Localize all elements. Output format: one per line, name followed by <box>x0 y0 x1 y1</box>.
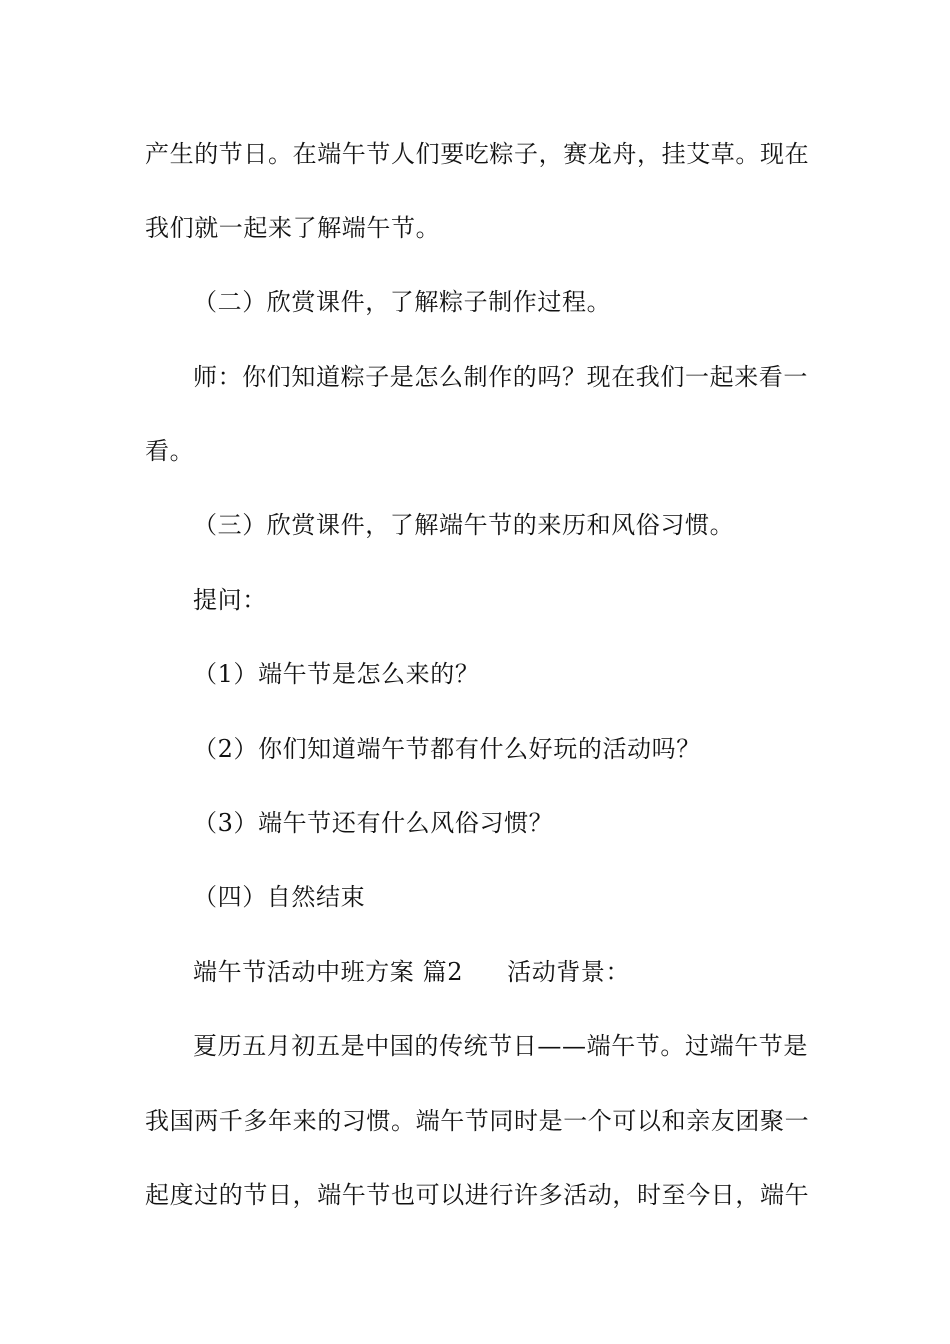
paragraph-line: 提问： <box>193 586 267 614</box>
paragraph-line: 我国两千多年来的习惯。端午节同时是一个可以和亲友团聚一 <box>145 1107 810 1135</box>
question-item: （3）端午节还有什么风俗习惯？ <box>193 809 554 837</box>
plan-subtitle: 活动背景： <box>507 958 631 986</box>
paragraph-line: 夏历五月初五是中国的传统节日——端午节。过端午节是 <box>193 1032 808 1060</box>
section-heading: （三）欣赏课件，了解端午节的来历和风俗习惯。 <box>193 511 735 539</box>
question-item: （1）端午节是怎么来的？ <box>193 660 480 688</box>
paragraph-line: 我们就一起来了解端午节。 <box>145 214 441 242</box>
paragraph-line: 师：你们知道粽子是怎么制作的吗？现在我们一起来看一 <box>193 363 808 391</box>
section-heading: （二）欣赏课件，了解粽子制作过程。 <box>193 288 612 316</box>
section-heading: （四）自然结束 <box>193 883 366 911</box>
plan-title: 端午节活动中班方案 篇2 <box>193 958 464 986</box>
paragraph-line: 看。 <box>145 437 195 465</box>
question-item: （2）你们知道端午节都有什么好玩的活动吗？ <box>193 735 701 763</box>
paragraph-line: 产生的节日。在端午节人们要吃粽子，赛龙舟，挂艾草。现在 <box>145 140 810 168</box>
paragraph-line: 起度过的节日，端午节也可以进行许多活动，时至今日，端午 <box>145 1181 810 1209</box>
plan-heading <box>193 956 873 988</box>
